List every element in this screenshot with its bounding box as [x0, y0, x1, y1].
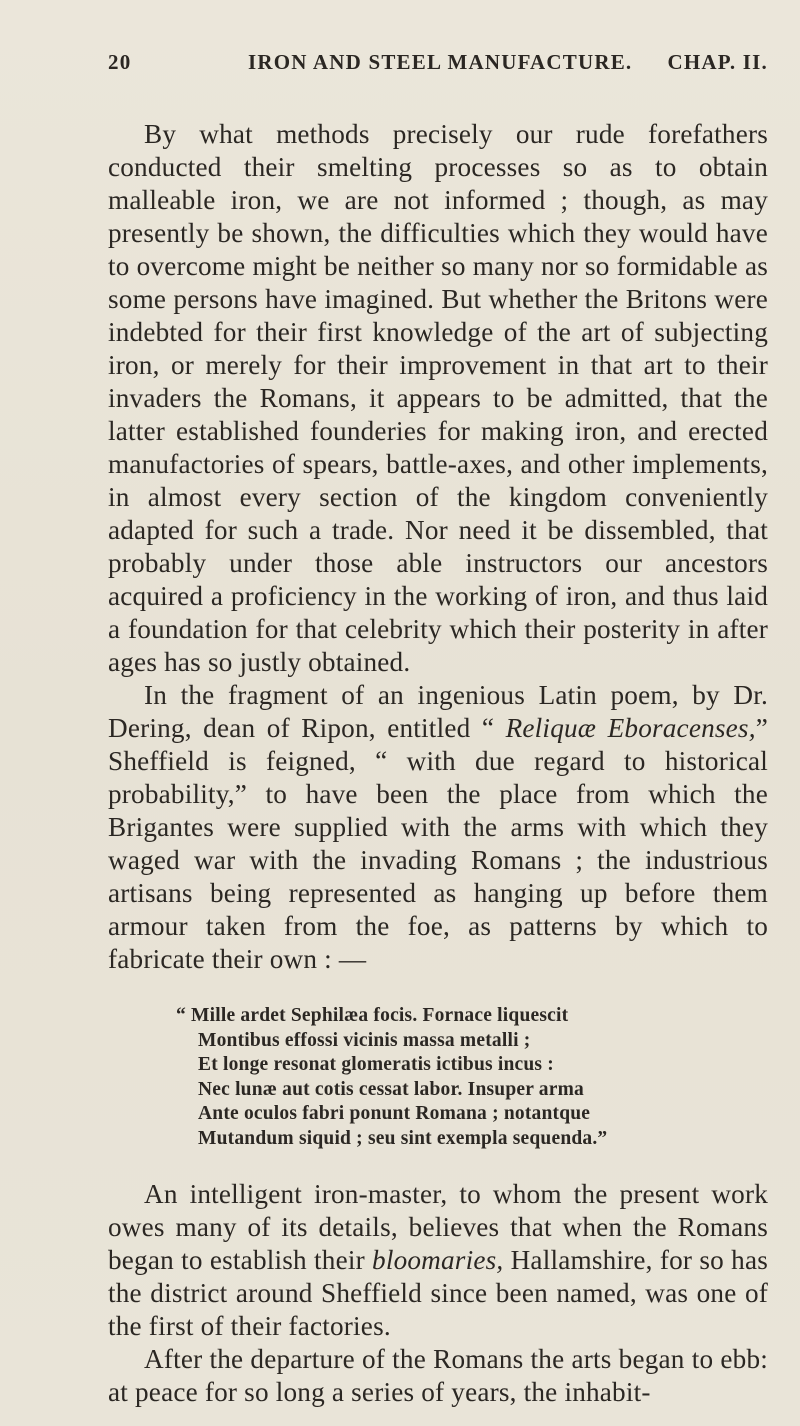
paragraph-3-text-a: An intelligent iron-master, to whom the present work owes many of its details, believes that when the Romans began to establish their [108, 1178, 768, 1275]
latin-verse-quote [176, 1004, 768, 1152]
paragraph-4: After the departure of the Romans the arts began to ebb: at peace for so long a series of years, the inhabit- [108, 1343, 768, 1407]
verse-line: Montibus effossi vicinis massa metalli ; [198, 1029, 531, 1051]
paragraph-2 [108, 679, 768, 976]
verse-line: Et longe resonat glomeratis ictibus incus : [198, 1054, 554, 1076]
bloomaries-term: bloomaries, [372, 1244, 504, 1275]
verse-line: Ante oculos fabri ponunt Romana ; notantque [198, 1103, 591, 1125]
running-title: IRON AND STEEL MANUFACTURE. [248, 50, 633, 74]
verse-line: Nec lunæ aut cotis cessat labor. Insuper arma [198, 1078, 585, 1100]
chapter-label: CHAP. II. [667, 50, 768, 74]
paragraph-2-text-b: ” Sheffield is feigned, “ with due regard to historical probability,” to have been the place from which the Brigantes were supplied with the arms with which they waged war with the invading Romans ; the industrious artisans being represented as hanging up before them armour taken from the foe, as patterns by which to fabricate their own : — [108, 713, 768, 974]
poem-title: Reliquæ Eboracenses, [505, 713, 756, 743]
body-text [108, 118, 768, 1409]
verse-line: Mutandum siquid ; seu sint exempla sequenda.” [198, 1127, 608, 1149]
page-number: 20 [108, 50, 132, 74]
paragraph-2-text-a: In the fragment of an ingenious Latin poem, by Dr. Dering, dean of Ripon, entitled “ [108, 680, 768, 743]
page-header [108, 50, 768, 80]
paragraph-3 [108, 1178, 768, 1343]
paragraph-1: By what methods precisely our rude forefathers conducted their smelting processes so as to obtain malleable iron, we are not informed ; though, as may presently be shown, the difficulties which they would have to overcome might be neither so many nor so formidable as some persons have imagined. But whether the Britons were indebted for their first knowledge of the art of subjecting iron, or merely for their improvement in that art to their invaders the Romans, it appears to be admitted, that the latter established founderies for making iron, and erected manufactories of spears, battle-axes, and other implements, in almost every section of the kingdom conveniently adapted for such a trade. Nor need it be dissembled, that probably under those able instructors our ancestors acquired a proficiency in the working of iron, and thus laid a foundation for that celebrity which their posterity in after ages has so justly obtained. [108, 119, 768, 677]
paragraph-3-text-b: Hallamshire, for so has the district around Sheffield since been named, was one of the first of their factories. [108, 1244, 768, 1341]
verse-line: “ Mille ardet Sephilæa focis. Fornace liquescit [176, 1005, 569, 1026]
